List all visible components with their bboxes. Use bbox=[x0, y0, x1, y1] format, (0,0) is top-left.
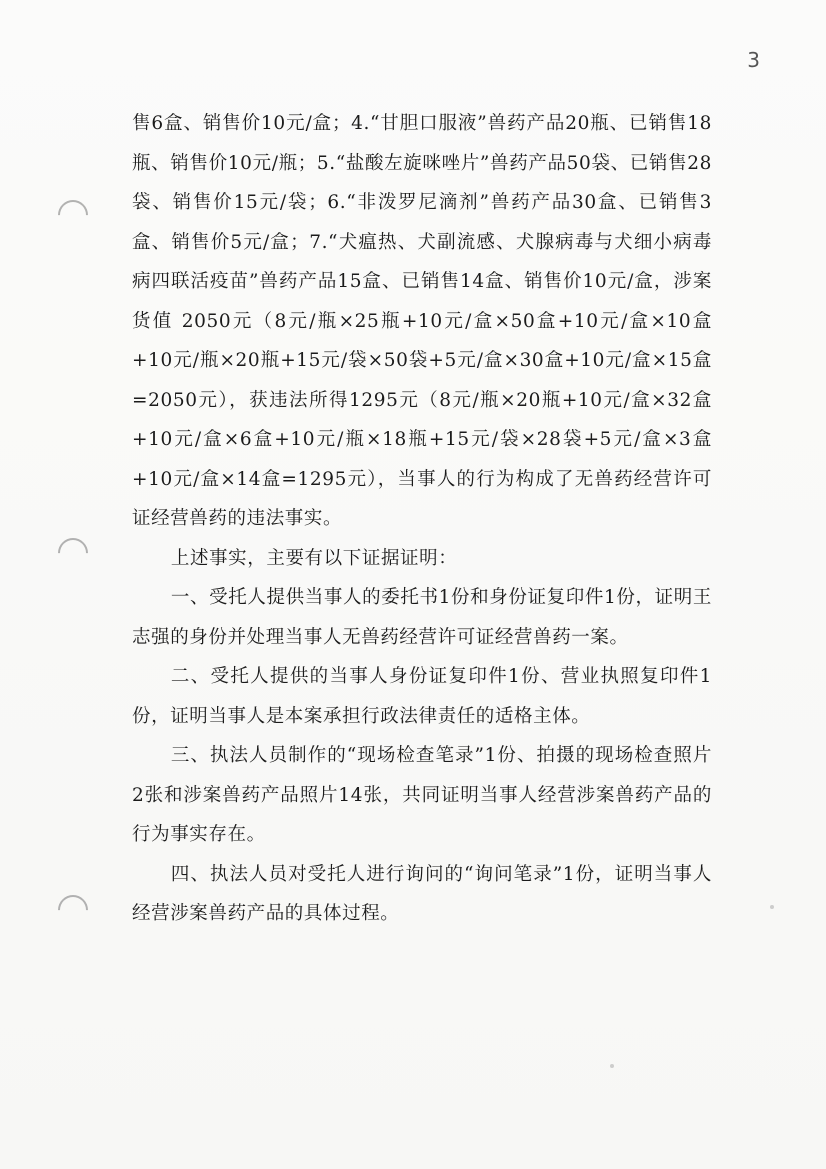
body-paragraph: 上述事实，主要有以下证据证明： bbox=[170, 547, 458, 569]
body-paragraph: 二、受托人提供的当事人身份证复印件1份、营业执照复印件1份，证明当事人是本案承担行政法律责任的适格主体。 bbox=[132, 666, 712, 727]
body-paragraph: 三、执法人员制作的“现场检查笔录”1份、拍摄的现场检查照片2张和涉案兽药产品照片14张，共同证明当事人经营涉案兽药产品的行为事实存在。 bbox=[132, 745, 712, 845]
page-number: 3 bbox=[747, 48, 760, 72]
scan-speck bbox=[770, 905, 774, 909]
punch-hole-mark bbox=[52, 889, 94, 931]
document-body bbox=[132, 104, 712, 934]
scan-speck bbox=[610, 1064, 614, 1068]
body-paragraph: 一、受托人提供当事人的委托书1份和身份证复印件1份，证明王志强的身份并处理当事人无兽药经营许可证经营兽药一案。 bbox=[132, 587, 712, 648]
body-paragraph: 售6盒、销售价10元/盒；4.“甘胆口服液”兽药产品20瓶、已销售18瓶、销售价10元/瓶；5.“盐酸左旋咪唑片”兽药产品50袋、已销售28袋、销售价15元/袋；6.“非泼罗尼滴剂”兽药产品30盒、已销售3盒、销售价5元/盒；7.“犬瘟热、犬副流感、犬腺病毒与犬细小病毒病四联活疫苗”兽药产品15盒、已销售14盒、销售价10元/盒，涉案货值 2050元（8元/瓶×25瓶+10元/盒×50盒+10元/盒×10盒+10元/瓶×20瓶+15元/袋×50袋+5元/盒×30盒+10元/盒×15盒=2050元），获违法所得1295元（8元/瓶×20瓶+10元/盒×32盒+10元/盒×6盒+10元/瓶×18瓶+15元/袋×28袋+5元/盒×3盒+10元/盒×14盒=1295元），当事人的行为构成了无兽药经营许可证经营兽药的违法事实。 bbox=[132, 113, 712, 529]
punch-hole-mark bbox=[52, 532, 94, 574]
body-paragraph: 四、执法人员对受托人进行询问的“询问笔录”1份，证明当事人经营涉案兽药产品的具体过程。 bbox=[132, 863, 712, 924]
punch-hole-mark bbox=[52, 194, 94, 236]
